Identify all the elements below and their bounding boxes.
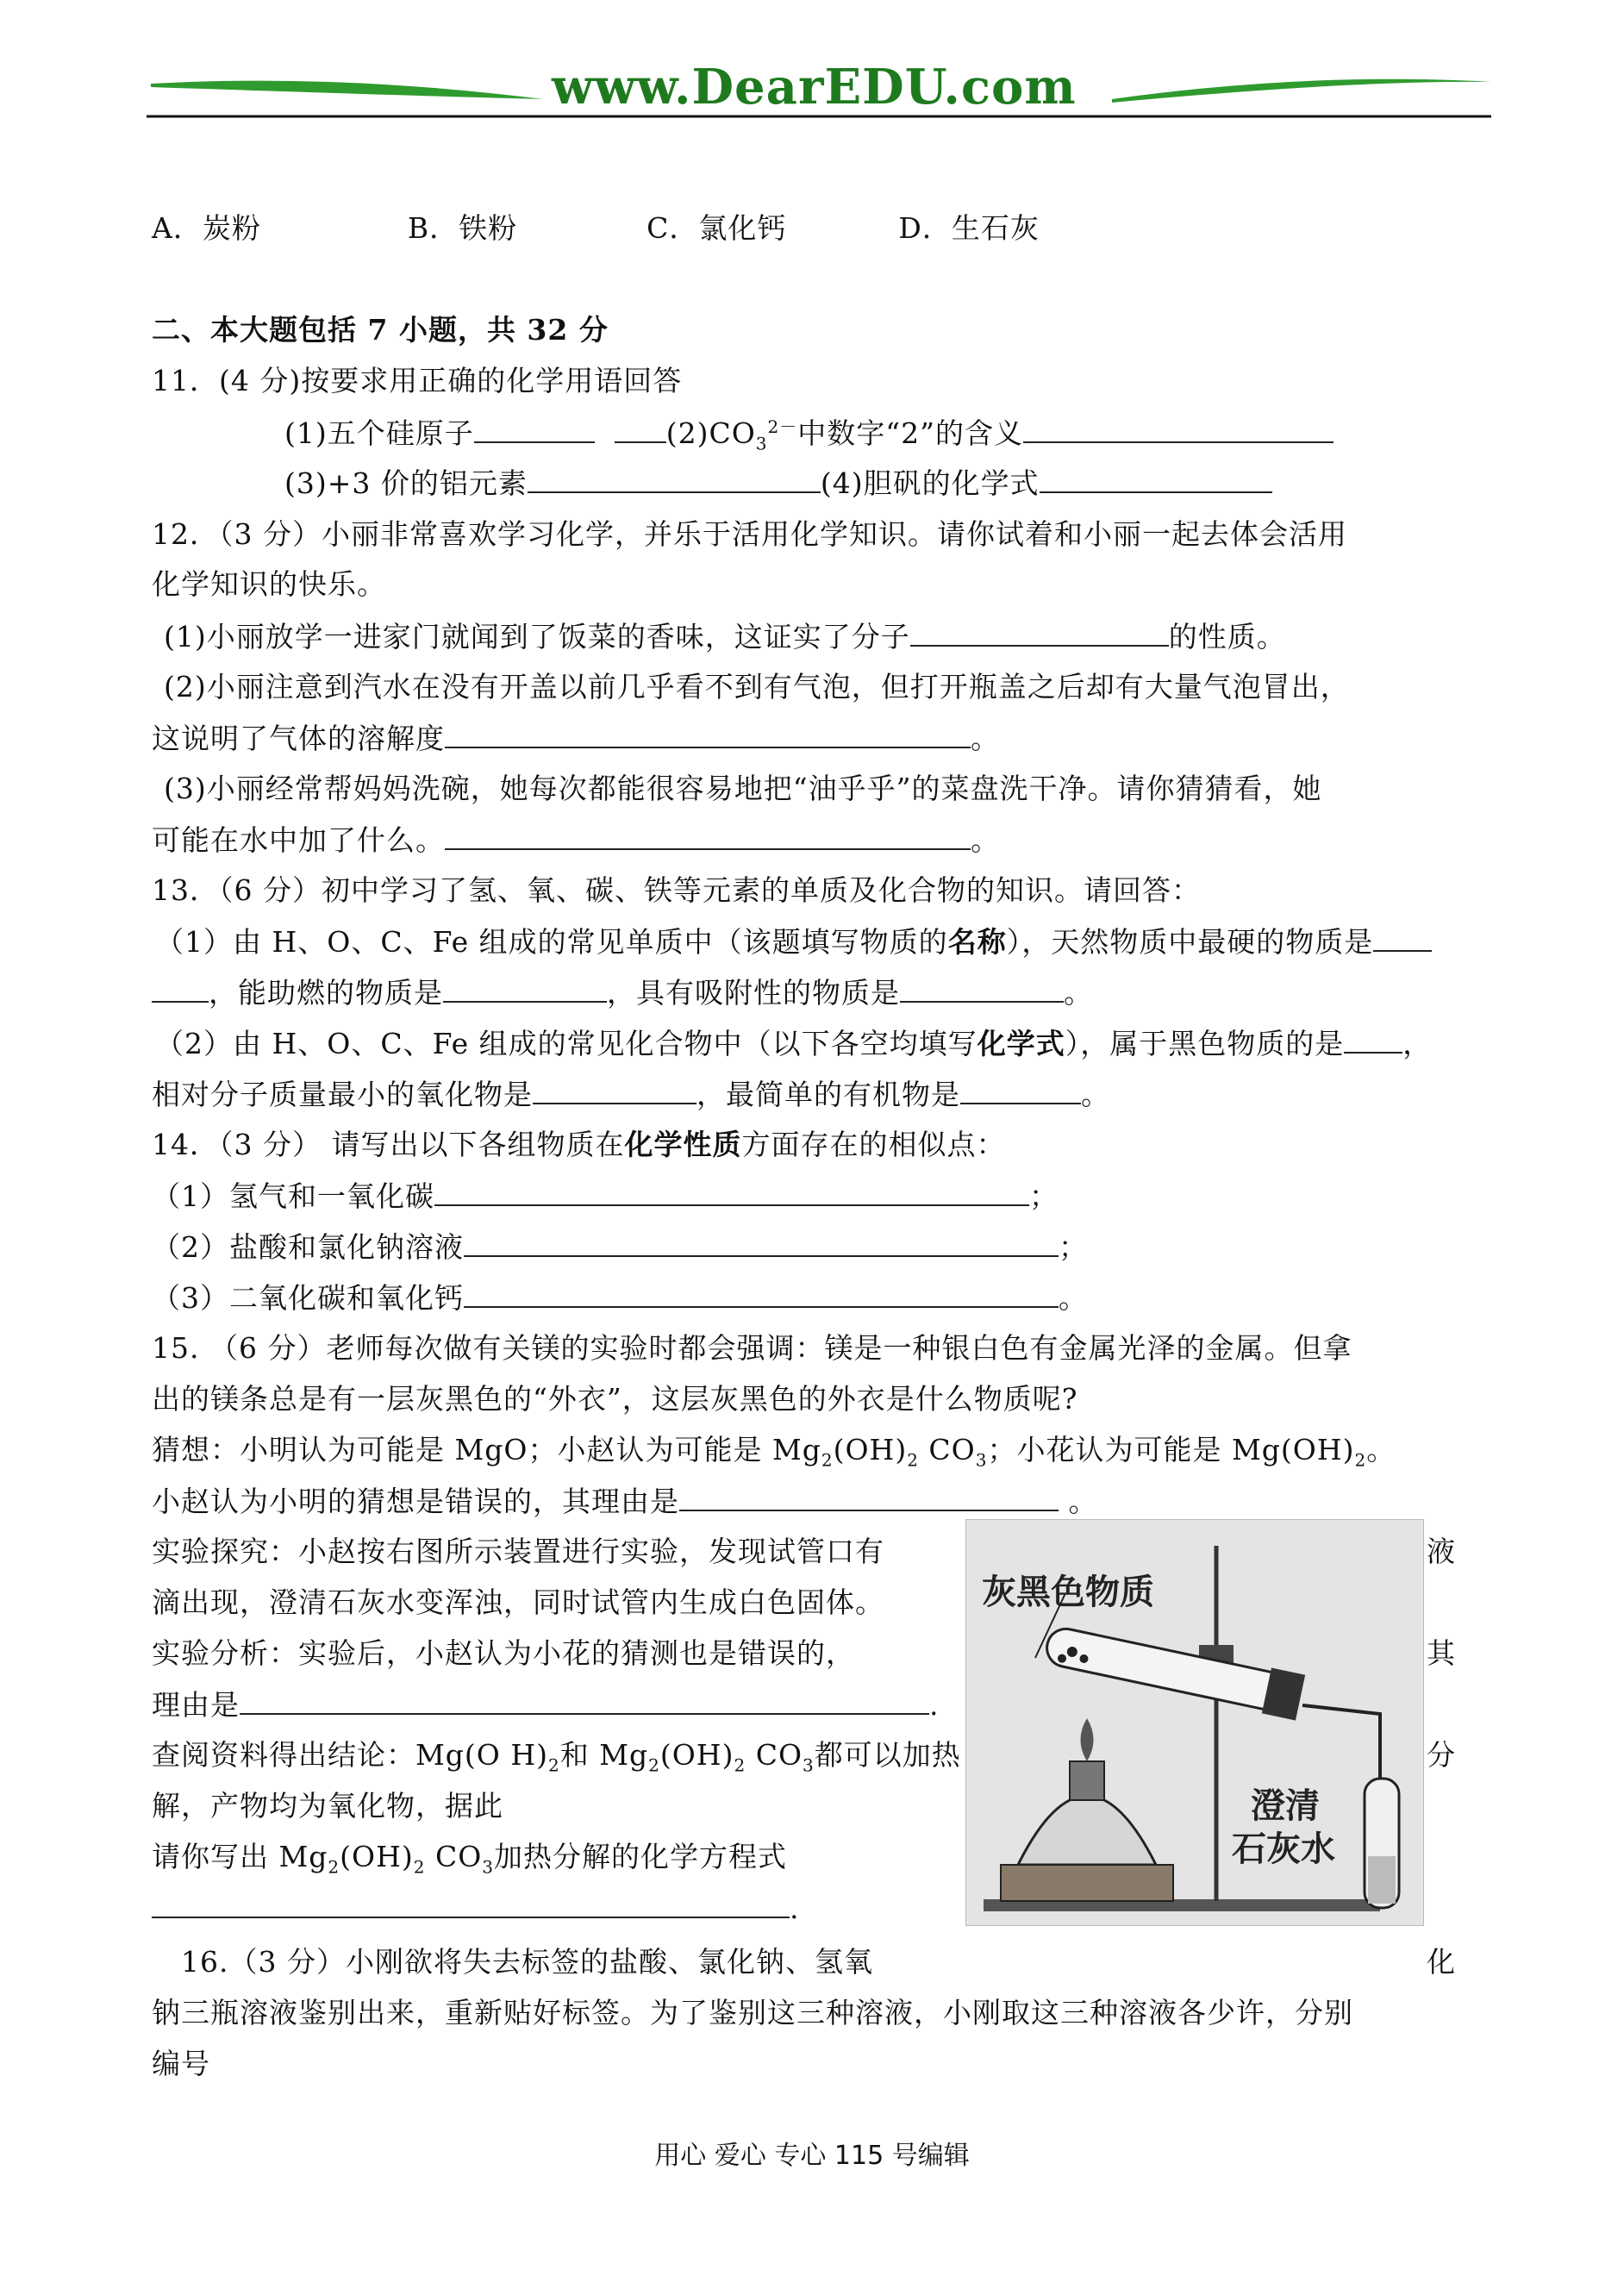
q15-reference-line1: 查阅资料得出结论：Mg(O $H)_2$和 $Mg_2(OH)_2$ $CO_3$都可以加热 — [152, 1738, 961, 1776]
q15-reason: 小赵认为小明的猜想是错误的，其理由是 。 — [152, 1485, 1098, 1518]
q14-part3: （3）二氧化碳和氧化钙 。 — [152, 1281, 1088, 1315]
q16-line1-tail: 化 — [1427, 1945, 1456, 1979]
figure-label-limewater: 石灰水 — [1232, 1829, 1335, 1869]
q15-analysis-line1-tail: 其 — [1427, 1636, 1456, 1670]
apparatus-figure — [965, 1519, 1424, 1926]
q12-part2-line1: (2)小丽注意到汽水在没有开盖以前几乎看不到有气泡，但打开瓶盖之后却有大量气泡冒出， — [164, 670, 1350, 704]
q15-experiment-line2: 滴出现，澄清石灰水变浑浊，同时试管内生成白色固体。 — [152, 1585, 884, 1619]
q15-experiment-line1-tail: 液 — [1427, 1535, 1456, 1568]
q15-reference-line3: 请你写出 $Mg_2(OH)_2$ $CO_3$加热分解的化学方程式 — [152, 1840, 787, 1878]
q14-part2: （2）盐酸和氯化钠溶液 ； — [152, 1230, 1088, 1264]
section-title: 二、本大题包括 7 小题，共 32 分 — [152, 313, 609, 347]
q10-options — [152, 211, 1040, 246]
q12-part3-line1: (3)小丽经常帮妈妈洗碗，她每次都能很容易地把“油乎乎”的菜盘洗干净。请你猜猜看，她 — [164, 772, 1322, 805]
q15-analysis-line2: 理由是 . — [152, 1688, 940, 1722]
option-c: C．氯化钙 — [646, 211, 787, 245]
q16-line2: 钠三瓶溶液鉴别出来，重新贴好标签。为了鉴别这三种溶液，小刚取这三种溶液各少许，分别 — [152, 1996, 1353, 2029]
q12-stem-line2: 化学知识的快乐。 — [152, 567, 386, 601]
q15-analysis-line1: 实验分析：实验后，小赵认为小花的猜测也是错误的， — [152, 1636, 855, 1670]
q15-guess: 猜想：小明认为可能是 MgO；小赵认为可能是 $Mg_2(OH)_2$ $CO_3$；小花认为可能是 $Mg(OH)_2$。 — [152, 1433, 1396, 1471]
q16-line1: 16.（3 分）小刚欲将失去标签的盐酸、氯化钠、氢氧 — [181, 1945, 873, 1979]
q12-part1: (1)小丽放学一进家门就闻到了饭菜的香味，这证实了分子 的性质。 — [164, 620, 1286, 653]
q12-part2-line2: 这说明了气体的溶解度 。 — [152, 722, 1000, 755]
q15-experiment-line1: 实验探究：小赵按右图所示装置进行实验，发现试管口有 — [152, 1535, 884, 1568]
q14-stem: 14．（3 分） 请写出以下各组物质在化学性质方面存在的相似点： — [152, 1128, 1006, 1161]
figure-label-gray-black-substance: 灰黑色物质 — [982, 1573, 1154, 1612]
q14-part1: （1）氢气和一氧化碳 ； — [152, 1179, 1059, 1213]
q13-part1-line2: ，能助燃的物质是 ，具有吸附性的物质是 。 — [152, 975, 1093, 1010]
q15-reference-line2: 解，产物均为氧化物，据此 — [152, 1789, 503, 1823]
q15-reference-line1-tail: 分 — [1427, 1738, 1456, 1772]
q13-part2-line1: （2）由 H、O、C、Fe 组成的常见化合物中（以下各空均填写化学式），属于黑色物质的是 ， — [155, 1027, 1433, 1060]
figure-label-clear: 澄清 — [1251, 1786, 1320, 1826]
q11-row2: (3)+3 价的铝元素 (4)胆矾的化学式 — [284, 466, 1272, 501]
q15-line1: 15. （6 分）老师每次做有关镁的实验时都会强调：镁是一种银白色有金属光泽的金属。但拿 — [152, 1331, 1352, 1365]
q15-line2: 出的镁条总是有一层灰黑色的“外衣”，这层灰黑色的外衣是什么物质呢? — [152, 1382, 1078, 1416]
q13-stem: 13．（6 分）初中学习了氢、氧、碳、铁等元素的单质及化合物的知识。请回答： — [152, 873, 1201, 907]
q11-stem: 11．(4 分)按要求用正确的化学用语回答 — [152, 364, 683, 397]
option-a: A．炭粉 — [152, 211, 261, 245]
option-d: D．生石灰 — [898, 211, 1040, 245]
site-logo: www.DearEDU.com — [552, 59, 1077, 116]
q11-row1: (1)五个硅原子 $(2)CO_3^{2-}$中数字“2”的含义 — [284, 416, 1334, 451]
q12-stem-line1: 12．（3 分）小丽非常喜欢学习化学，并乐于活用化学知识。请你试着和小丽一起去体会活用 — [152, 517, 1347, 551]
q15-equation-blank: . — [152, 1891, 800, 1926]
q12-part3-line2: 可能在水中加了什么。 。 — [152, 823, 1000, 857]
option-b: B．铁粉 — [407, 211, 518, 245]
q13-part2-line2: 相对分子质量最小的氧化物是 ，最简单的有机物是 。 — [152, 1078, 1110, 1111]
q16-line3: 编号 — [152, 2047, 210, 2080]
page-footer: 用心 爱心 专心 115 号编辑 — [654, 2141, 970, 2171]
q13-part1-line1: （1）由 H、O、C、Fe 组成的常见单质中（该题填写物质的名称），天然物质中最硬的物质是 — [155, 924, 1432, 960]
